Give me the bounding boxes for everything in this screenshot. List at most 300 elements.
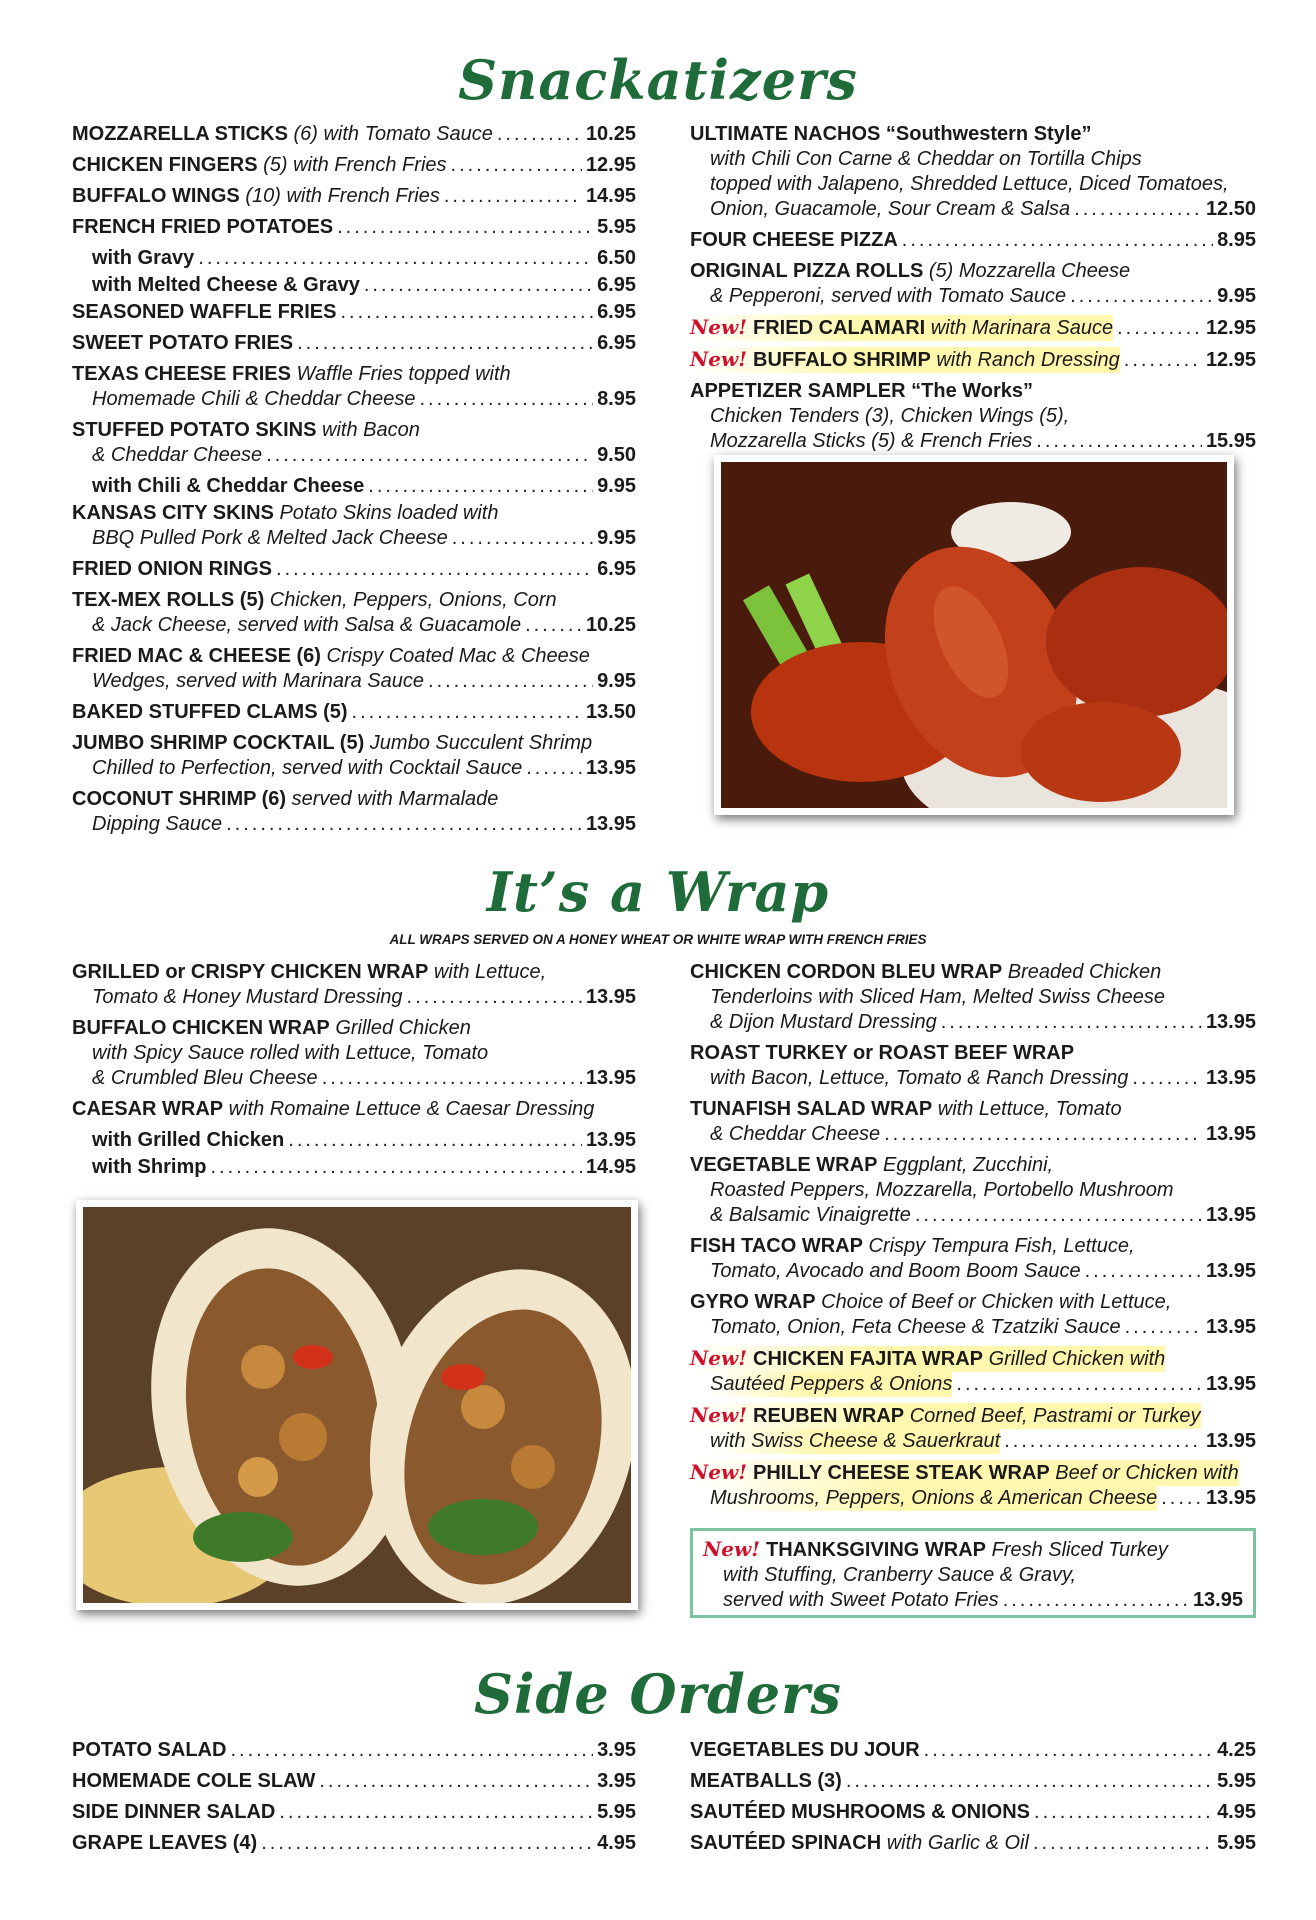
menu-item-description: with Bacon [316, 419, 420, 441]
menu-item-price: 13.95 [585, 813, 636, 835]
menu-item-description: Chicken, Peppers, Onions, Corn [264, 589, 557, 611]
menu-item-name: TEX-MEX ROLLS (5) [72, 589, 265, 611]
menu-item-description: Grilled Chicken [329, 1017, 471, 1039]
menu-item-description: with Lettuce, [428, 961, 547, 983]
menu-item-price: 14.95 [585, 1156, 636, 1178]
menu-item-name: APPETIZER SAMPLER “The Works” [690, 380, 1034, 402]
menu-item-line [72, 787, 636, 812]
menu-item-price: 13.95 [1192, 1589, 1243, 1611]
menu-item-name: POTATO SALAD [72, 1739, 227, 1761]
menu-item-description: Crispy Coated Mac & Cheese [320, 645, 590, 667]
menu-item-text [690, 228, 898, 253]
menu-item [72, 1738, 636, 1763]
menu-item-description: Tenderloins with Sliced Ham, Melted Swiss Cheese [710, 986, 1166, 1008]
menu-item-text [72, 331, 293, 356]
menu-item-description: Mushrooms, Peppers, Onions & American Cheese [710, 1487, 1158, 1509]
menu-item-line [72, 1831, 636, 1856]
menu-item-line [72, 985, 636, 1010]
menu-item-line [690, 1403, 1256, 1429]
menu-item-price: 6.95 [597, 274, 636, 296]
menu-item-line [72, 557, 636, 582]
new-badge: New! [703, 1537, 761, 1561]
menu-item-description: with Spicy Sauce rolled with Lettuce, Tomato [92, 1042, 489, 1064]
menu-item-line [703, 1537, 1243, 1563]
menu-item-name: BUFFALO SHRIMP [753, 349, 931, 371]
menu-item-name: BUFFALO CHICKEN WRAP [72, 1017, 330, 1039]
menu-item-name: KANSAS CITY SKINS [72, 502, 274, 524]
new-badge: New! [690, 315, 748, 339]
menu-item-price: 12.95 [1205, 349, 1256, 371]
menu-item-line [72, 1041, 636, 1066]
leader-dots [352, 700, 582, 725]
leader-dots [941, 1010, 1202, 1035]
menu-item-line [690, 1234, 1256, 1259]
menu-item [690, 122, 1256, 222]
menu-item-name: STUFFED POTATO SKINS [72, 419, 317, 441]
wings-illustration [721, 462, 1234, 815]
menu-item-line [690, 315, 1256, 341]
menu-item-line [72, 731, 636, 756]
menu-item-line [690, 122, 1256, 147]
menu-item-price: 6.50 [597, 247, 636, 269]
leader-dots [340, 300, 593, 325]
new-badge: New! [690, 1346, 748, 1370]
menu-item-price: 12.95 [585, 154, 636, 176]
menu-item-price: 5.95 [597, 1801, 636, 1823]
menu-item-description: Breaded Chicken [1002, 961, 1162, 983]
menu-item-name: TEXAS CHEESE FRIES [72, 363, 291, 385]
menu-item [72, 215, 636, 240]
menu-item-text [72, 644, 590, 669]
menu-item [72, 557, 636, 582]
menu-item-price: 13.95 [1205, 1487, 1256, 1509]
menu-item-description: with Garlic & Oil [881, 1832, 1029, 1854]
menu-item-line [72, 1800, 636, 1825]
menu-item-text [92, 246, 194, 271]
leader-dots [452, 526, 593, 551]
menu-item [690, 1738, 1256, 1763]
buffalo-wings-photo [714, 455, 1234, 815]
menu-item-line [690, 1486, 1256, 1511]
menu-item-description: served with Marmalade [286, 788, 499, 810]
sides-left-column [72, 1738, 636, 1862]
menu-item-name: with Chili & Cheddar Cheese [92, 475, 365, 497]
menu-item-description: & Pepperoni, served with Tomato Sauce [710, 285, 1067, 307]
menu-item [72, 731, 636, 781]
menu-item-price: 8.95 [1217, 229, 1256, 251]
menu-item-name: COCONUT SHRIMP (6) [72, 788, 287, 810]
leader-dots [226, 812, 582, 837]
menu-item-line [72, 1769, 636, 1794]
menu-item-price: 13.95 [1205, 1373, 1256, 1395]
snackatizers-left-column [72, 122, 636, 843]
menu-item-text [690, 1800, 1030, 1825]
wraps-note: ALL WRAPS SERVED ON A HONEY WHEAT OR WHITE WRAP WITH FRENCH FRIES [389, 932, 927, 947]
menu-item-text [690, 1097, 1122, 1122]
menu-item-description: (10) with French Fries [239, 185, 440, 207]
menu-item-line [690, 1800, 1256, 1825]
leader-dots [1074, 197, 1202, 222]
menu-item-price: 4.25 [1217, 1739, 1256, 1761]
menu-item-text [72, 215, 333, 240]
menu-item-price: 13.95 [1205, 1067, 1256, 1089]
menu-item-name: FOUR CHEESE PIZZA [690, 229, 898, 251]
menu-item-line [72, 613, 636, 638]
menu-item-name: HOMEMADE COLE SLAW [72, 1770, 316, 1792]
menu-item-text [690, 259, 1130, 284]
menu-item-description: with Lettuce, Tomato [932, 1098, 1122, 1120]
menu-item-description: Crispy Tempura Fish, Lettuce, [862, 1235, 1135, 1257]
menu-item-line [72, 273, 636, 298]
menu-item-price: 14.95 [585, 185, 636, 207]
menu-item [72, 474, 636, 499]
menu-item-price: 13.95 [1205, 1430, 1256, 1452]
menu-item-name: BUFFALO WINGS [72, 185, 240, 207]
menu-item-text [92, 1155, 206, 1180]
leader-dots [337, 215, 593, 240]
menu-item [72, 1128, 636, 1153]
menu-item [690, 960, 1256, 1035]
menu-item-text [690, 1460, 1239, 1486]
menu-item-name: SAUTÉED MUSHROOMS & ONIONS [690, 1801, 1031, 1823]
leader-dots [902, 228, 1213, 253]
leader-dots [230, 1738, 593, 1763]
menu-item-line [72, 122, 636, 147]
menu-item-text [72, 787, 498, 812]
menu-item-price: 15.95 [1205, 430, 1256, 452]
menu-item-line [690, 1315, 1256, 1340]
menu-item [690, 228, 1256, 253]
menu-item-line [690, 1460, 1256, 1486]
menu-item [72, 418, 636, 468]
menu-item-name: GYRO WRAP [690, 1291, 816, 1313]
menu-item-text [72, 418, 420, 443]
menu-item-text [690, 379, 1033, 404]
leader-dots [364, 273, 593, 298]
menu-item-line [72, 960, 636, 985]
menu-item-name: FRIED MAC & CHEESE (6) [72, 645, 321, 667]
menu-item-name: GRILLED or CRISPY CHICKEN WRAP [72, 961, 429, 983]
menu-item-line [72, 300, 636, 325]
menu-item-text [690, 1738, 920, 1763]
menu-item-price: 12.50 [1205, 198, 1256, 220]
menu-item-description: Eggplant, Zucchini, [877, 1154, 1054, 1176]
leader-dots [451, 153, 582, 178]
menu-item-description: with Romaine Lettuce & Caesar Dressing [223, 1098, 595, 1120]
menu-item-line [72, 474, 636, 499]
menu-item-name: VEGETABLES DU JOUR [690, 1739, 920, 1761]
leader-dots [1036, 429, 1202, 454]
menu-item [690, 1234, 1256, 1284]
menu-item-price: 13.95 [1205, 1011, 1256, 1033]
menu-item-description: Jumbo Succulent Shrimp [364, 732, 593, 754]
leader-dots [279, 1800, 593, 1825]
menu-item [690, 259, 1256, 309]
menu-item-line [690, 1203, 1256, 1228]
menu-item-line [690, 228, 1256, 253]
menu-item-line [72, 184, 636, 209]
menu-item-name: with Grilled Chicken [92, 1129, 285, 1151]
menu-item-description: Chilled to Perfection, served with Cocktail Sauce [92, 757, 523, 779]
menu-item [690, 1153, 1256, 1228]
menu-item-line [72, 1066, 636, 1091]
menu-item-description: Sautéed Peppers & Onions [710, 1373, 953, 1395]
menu-item-text [690, 1234, 1135, 1259]
menu-item-name: PHILLY CHEESE STEAK WRAP [753, 1462, 1050, 1484]
menu-item-description: Corned Beef, Pastrami or Turkey [904, 1405, 1201, 1427]
menu-item-text [92, 1128, 284, 1153]
menu-item-description: Tomato & Honey Mustard Dressing [92, 986, 403, 1008]
menu-item-line [72, 215, 636, 240]
menu-item-text [72, 501, 498, 526]
menu-item-line [72, 669, 636, 694]
menu-item-line [690, 1066, 1256, 1091]
menu-item-name: ULTIMATE NACHOS “Southwestern Style” [690, 123, 1092, 145]
menu-item-description: with Ranch Dressing [930, 349, 1120, 371]
menu-item-text [92, 474, 364, 499]
menu-item-name: CAESAR WRAP [72, 1098, 224, 1120]
leader-dots [526, 756, 582, 781]
menu-item [72, 1800, 636, 1825]
menu-item-description: Onion, Guacamole, Sour Cream & Salsa [710, 198, 1071, 220]
menu-item-description: Dipping Sauce [92, 813, 223, 835]
menu-item-name: with Gravy [92, 247, 195, 269]
leader-dots [297, 331, 593, 356]
thanksgiving-wrap-item [703, 1537, 1243, 1613]
menu-item-text [72, 1800, 275, 1825]
menu-item-text [72, 731, 592, 756]
menu-item [72, 246, 636, 271]
menu-item-line [72, 246, 636, 271]
menu-item-line [690, 985, 1256, 1010]
menu-item-text [72, 1831, 257, 1856]
menu-item-description: Potato Skins loaded with [273, 502, 499, 524]
menu-item-text [690, 1153, 1053, 1178]
menu-item-description: Grilled Chicken with [983, 1348, 1166, 1370]
menu-item [690, 347, 1256, 373]
leader-dots [319, 1769, 593, 1794]
leader-dots [1161, 1486, 1202, 1511]
menu-item [72, 184, 636, 209]
menu-item-text [690, 960, 1161, 985]
menu-item-description: topped with Jalapeno, Shredded Lettuce, Diced Tomatoes, [710, 173, 1229, 195]
menu-item-name: MOZZARELLA STICKS [72, 123, 288, 145]
menu-item-line [72, 1128, 636, 1153]
menu-item-line [690, 197, 1256, 222]
menu-item-line [690, 147, 1256, 172]
menu-item-name: FRENCH FRIED POTATOES [72, 216, 334, 238]
menu-item-text [690, 347, 1120, 373]
menu-item-line [690, 347, 1256, 373]
menu-item-line [690, 284, 1256, 309]
leader-dots [1117, 316, 1202, 341]
menu-item-name: MEATBALLS (3) [690, 1770, 842, 1792]
menu-item-line [690, 1831, 1256, 1856]
menu-item-price: 12.95 [1205, 317, 1256, 339]
menu-item [690, 1460, 1256, 1511]
menu-item-price: 8.95 [597, 388, 636, 410]
menu-item-name: GRAPE LEAVES (4) [72, 1832, 258, 1854]
menu-item [72, 273, 636, 298]
menu-item-description: & Cheddar Cheese [92, 444, 263, 466]
menu-item-line [690, 1041, 1256, 1066]
menu-item-line [72, 526, 636, 551]
menu-item-text [92, 273, 360, 298]
menu-item-text [72, 1016, 471, 1041]
leader-dots [924, 1738, 1213, 1763]
menu-item-price: 13.95 [585, 1129, 636, 1151]
menu-item-description: (5) Mozzarella Cheese [923, 260, 1131, 282]
menu-item [72, 787, 636, 837]
menu-item [72, 331, 636, 356]
menu-item-text [72, 1738, 226, 1763]
menu-item-price: 13.95 [1205, 1316, 1256, 1338]
menu-item [690, 1290, 1256, 1340]
menu-item-line [72, 387, 636, 412]
menu-item-name: CHICKEN FINGERS [72, 154, 258, 176]
leader-dots [884, 1122, 1202, 1147]
leader-dots [322, 1066, 582, 1091]
leader-dots [1132, 1066, 1202, 1091]
menu-item-text [690, 1041, 1074, 1066]
menu-item-price: 3.95 [597, 1739, 636, 1761]
menu-item-line [690, 1153, 1256, 1178]
menu-item [690, 1041, 1256, 1091]
menu-item-description: & Crumbled Bleu Cheese [92, 1067, 318, 1089]
menu-item-description: with Bacon, Lettuce, Tomato & Ranch Dressing [710, 1067, 1129, 1089]
menu-item-text [72, 153, 447, 178]
menu-item-description: & Dijon Mustard Dressing [710, 1011, 937, 1033]
menu-item-description: Fresh Sliced Turkey [986, 1539, 1168, 1561]
menu-item-line [690, 1346, 1256, 1372]
menu-item-price: 9.95 [597, 670, 636, 692]
menu-item [690, 315, 1256, 341]
menu-item [72, 644, 636, 694]
thanksgiving-wrap-box [690, 1528, 1256, 1618]
menu-item-line [703, 1563, 1243, 1588]
leader-dots [1125, 1315, 1202, 1340]
menu-item-name: ORIGINAL PIZZA ROLLS [690, 260, 924, 282]
menu-item-text [690, 315, 1113, 341]
menu-item [690, 1831, 1256, 1856]
leader-dots [915, 1203, 1202, 1228]
wrap-illustration [83, 1207, 638, 1610]
menu-item-description: & Balsamic Vinaigrette [710, 1204, 911, 1226]
leader-dots [420, 387, 594, 412]
menu-item-name: SAUTÉED SPINACH [690, 1832, 882, 1854]
menu-item-description: with Stuffing, Cranberry Sauce & Gravy, [723, 1564, 1077, 1586]
menu-item-text [690, 1831, 1029, 1856]
menu-item-description: Tomato, Onion, Feta Cheese & Tzatziki Sauce [710, 1316, 1121, 1338]
menu-item-line [690, 172, 1256, 197]
snackatizers-right-column [690, 122, 1256, 460]
menu-item-line [690, 379, 1256, 404]
menu-item-line [72, 1738, 636, 1763]
leader-dots [261, 1831, 593, 1856]
menu-item-text [690, 1290, 1171, 1315]
menu-item-description: Wedges, served with Marinara Sauce [92, 670, 425, 692]
leader-dots [497, 122, 582, 147]
menu-item-line [72, 153, 636, 178]
menu-item-price: 13.95 [1205, 1204, 1256, 1226]
menu-item-price: 13.95 [1205, 1123, 1256, 1145]
menu-item-description: served with Sweet Potato Fries [723, 1589, 999, 1611]
menu-item-name: THANKSGIVING WRAP [766, 1539, 987, 1561]
menu-item-text [72, 588, 557, 613]
menu-item [72, 501, 636, 551]
menu-item-price: 13.95 [585, 986, 636, 1008]
menu-item [690, 1346, 1256, 1397]
menu-item-line [72, 588, 636, 613]
leader-dots [1034, 1800, 1213, 1825]
menu-item-price: 13.50 [585, 701, 636, 723]
leader-dots [1070, 284, 1213, 309]
menu-item-text [72, 960, 546, 985]
menu-item-description: Mozzarella Sticks (5) & French Fries [710, 430, 1033, 452]
menu-item-line [72, 644, 636, 669]
menu-item-text [72, 362, 511, 387]
menu-item-line [690, 1122, 1256, 1147]
menu-item-name: FRIED CALAMARI [753, 317, 926, 339]
wraps-right-column [690, 960, 1256, 1517]
menu-item-price: 9.95 [597, 527, 636, 549]
menu-item [690, 1097, 1256, 1147]
menu-item-line [690, 1290, 1256, 1315]
menu-item-line [703, 1588, 1243, 1613]
menu-item [703, 1537, 1243, 1613]
menu-item-line [690, 960, 1256, 985]
menu-item-price: 9.50 [597, 444, 636, 466]
leader-dots [956, 1372, 1202, 1397]
leader-dots [276, 557, 593, 582]
menu-item-description: BBQ Pulled Pork & Melted Jack Cheese [92, 527, 448, 549]
menu-item-line [690, 1372, 1256, 1397]
menu-item-price: 13.95 [1205, 1260, 1256, 1282]
wraps-left-column [72, 960, 636, 1182]
menu-item-price: 10.25 [585, 123, 636, 145]
menu-item-line [72, 700, 636, 725]
menu-item-price: 5.95 [597, 216, 636, 238]
menu-item-price: 5.95 [1217, 1770, 1256, 1792]
menu-item-name: FISH TACO WRAP [690, 1235, 863, 1257]
menu-item-text [72, 300, 336, 325]
menu-item-name: SEASONED WAFFLE FRIES [72, 301, 337, 323]
menu-item-line [72, 1016, 636, 1041]
new-badge: New! [690, 1403, 748, 1427]
menu-item-line [690, 404, 1256, 429]
sides-right-column [690, 1738, 1256, 1862]
menu-item-name: ROAST TURKEY or ROAST BEEF WRAP [690, 1042, 1075, 1064]
leader-dots [210, 1155, 581, 1180]
menu-item [72, 700, 636, 725]
menu-item-price: 6.95 [597, 332, 636, 354]
menu-item-price: 6.95 [597, 301, 636, 323]
menu-item-line [72, 756, 636, 781]
menu-item-name: with Melted Cheese & Gravy [92, 274, 360, 296]
leader-dots [1085, 1259, 1202, 1284]
menu-item-line [72, 418, 636, 443]
leader-dots [1124, 348, 1202, 373]
menu-item-text [690, 122, 1092, 147]
menu-item-name: SIDE DINNER SALAD [72, 1801, 276, 1823]
new-badge: New! [690, 347, 748, 371]
menu-item-description: Homemade Chili & Cheddar Cheese [92, 388, 416, 410]
menu-item-line [72, 443, 636, 468]
leader-dots [266, 443, 593, 468]
menu-item-description: Choice of Beef or Chicken with Lettuce, [815, 1291, 1172, 1313]
leader-dots [288, 1128, 582, 1153]
leader-dots [1004, 1429, 1202, 1454]
